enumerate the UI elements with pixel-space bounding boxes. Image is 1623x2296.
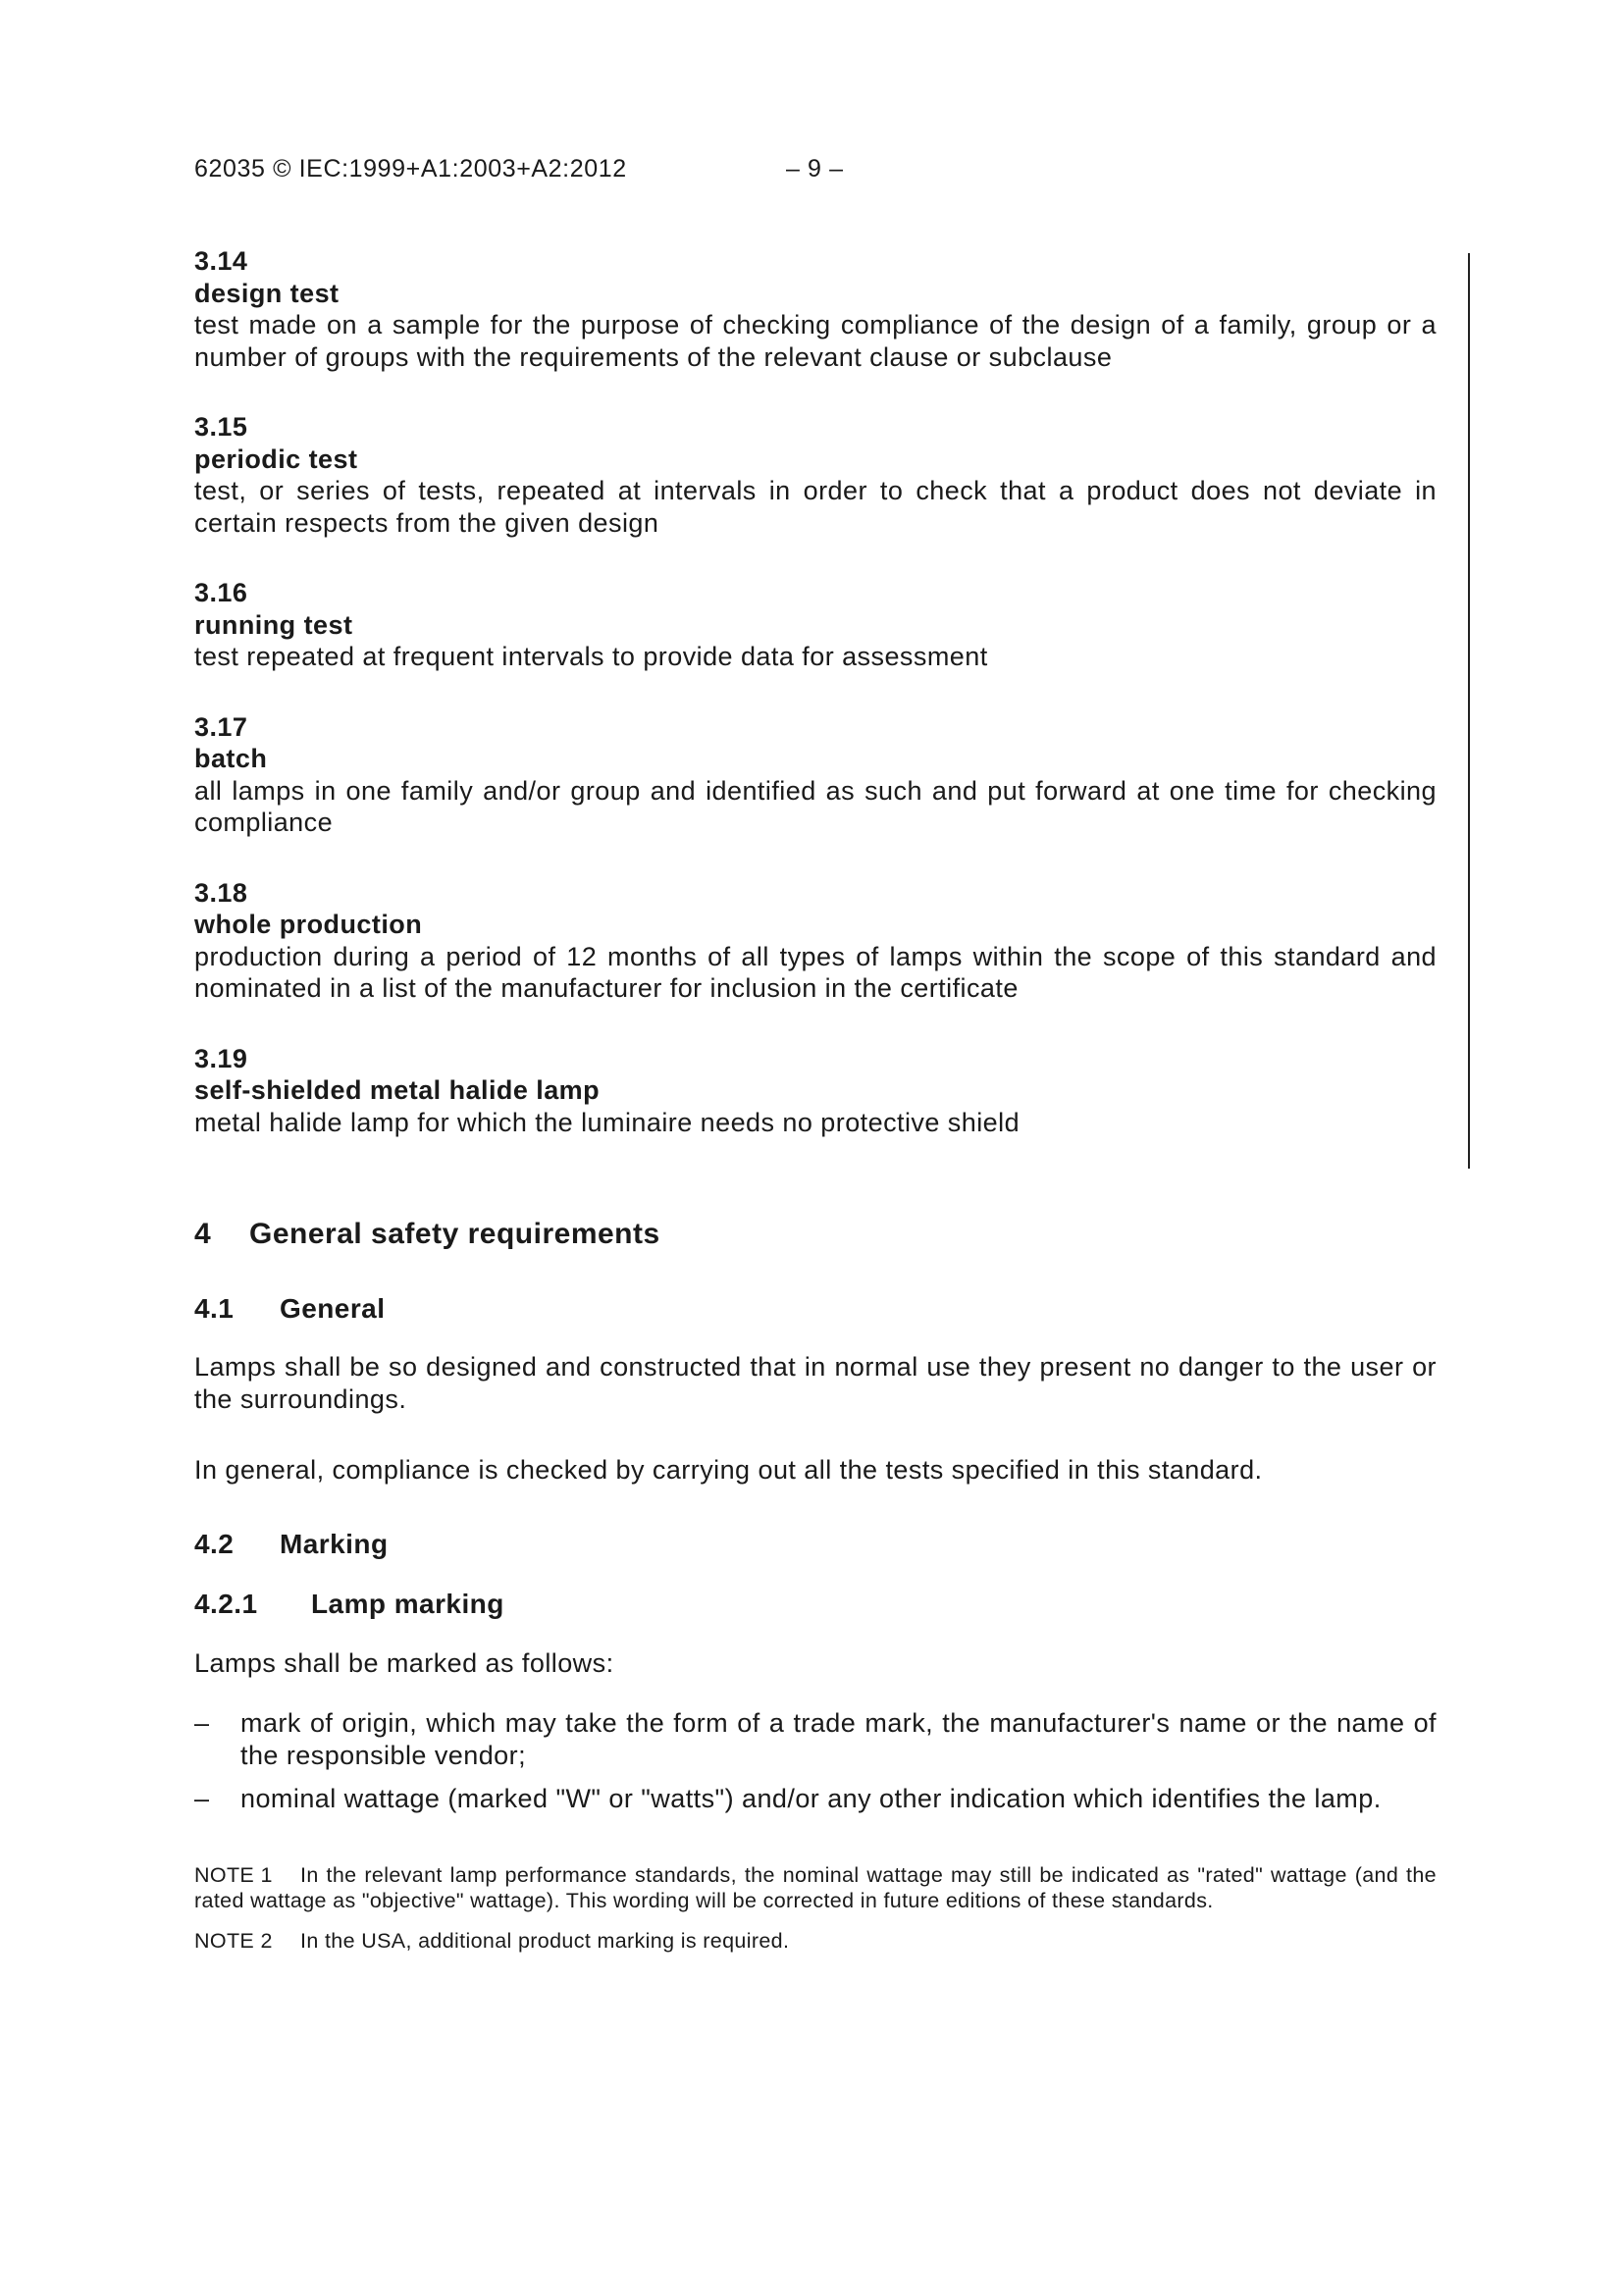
term-number: 3.19 xyxy=(194,1043,248,1073)
page-number: – 9 – xyxy=(786,155,844,183)
term-name: periodic test xyxy=(194,444,358,474)
term-3-18 xyxy=(194,877,1437,1005)
list-item xyxy=(194,1707,1437,1771)
term-definition: test, or series of tests, repeated at intervals in order to check that a product does not deviate in certain respects from the given design xyxy=(194,476,1437,538)
note-text: In the USA, additional product marking is required. xyxy=(300,1929,790,1953)
clause-number: 4 xyxy=(194,1218,212,1250)
clause-title: General safety requirements xyxy=(249,1218,660,1250)
term-3-15 xyxy=(194,411,1437,539)
subclause-title: Lamp marking xyxy=(311,1589,504,1619)
term-name: self-shielded metal halide lamp xyxy=(194,1075,601,1105)
term-3-16 xyxy=(194,577,1437,673)
standard-reference: 62035 © IEC:1999+A1:2003+A2:2012 xyxy=(194,155,627,183)
list-dash: – xyxy=(194,1784,210,1813)
list-item-text: mark of origin, which may take the form of a trade mark, the manufacturer's name or the name of the responsible vendor; xyxy=(240,1708,1437,1770)
term-name: design test xyxy=(194,278,340,308)
definitions-list xyxy=(194,245,1437,1176)
subclause-number: 4.2.1 xyxy=(194,1589,258,1619)
note-2 xyxy=(194,1928,1437,1954)
term-definition: all lamps in one family and/or group and identified as such and put forward at one time for checking compliance xyxy=(194,775,1437,837)
term-definition: metal halide lamp for which the luminaire needs no protective shield xyxy=(194,1107,1021,1137)
term-number: 3.16 xyxy=(194,578,248,607)
note-label: NOTE 2 xyxy=(194,1929,273,1953)
subclause-title: Marking xyxy=(280,1529,389,1559)
subclause-number: 4.1 xyxy=(194,1293,235,1324)
note-label: NOTE 1 xyxy=(194,1863,273,1887)
subclause-4-2-1-heading xyxy=(194,1589,504,1620)
term-name: running test xyxy=(194,609,353,640)
list-item-text: nominal wattage (marked "W" or "watts") and/or any other indication which identifies the lamp. xyxy=(240,1784,1382,1813)
term-number: 3.15 xyxy=(194,412,248,442)
subclause-number: 4.2 xyxy=(194,1529,235,1559)
subclause-4-2-heading xyxy=(194,1529,389,1560)
term-name: whole production xyxy=(194,910,423,939)
subclause-title: General xyxy=(280,1293,386,1324)
term-number: 3.17 xyxy=(194,711,248,742)
note-text: In the relevant lamp performance standards, the nominal wattage may still be indicated as "rated" wattage (and the rated wattage as "objective" wattage). This wording will be corrected in future editions of these standards. xyxy=(194,1863,1437,1912)
term-3-19 xyxy=(194,1043,1437,1139)
term-definition: test repeated at frequent intervals to provide data for assessment xyxy=(194,642,988,671)
paragraph-lamp-design: Lamps shall be so designed and constructed that in normal use they present no danger to the user or the surroundings. xyxy=(194,1352,1437,1414)
list-dash: – xyxy=(194,1708,210,1738)
list-item xyxy=(194,1783,1437,1815)
term-3-17 xyxy=(194,711,1437,839)
term-number: 3.14 xyxy=(194,246,248,276)
term-name: batch xyxy=(194,744,268,773)
revision-change-bar xyxy=(1468,253,1470,1169)
clause-4-heading xyxy=(194,1218,660,1251)
page-header xyxy=(194,155,844,183)
term-definition: test made on a sample for the purpose of checking compliance of the design of a family, group or a number of groups with the requirements of the relevant clause or subclause xyxy=(194,310,1437,372)
paragraph-compliance: In general, compliance is checked by carrying out all the tests specified in this standard. xyxy=(194,1455,1263,1485)
paragraph-marking-intro: Lamps shall be marked as follows: xyxy=(194,1648,614,1678)
term-definition: production during a period of 12 months of all types of lamps within the scope of this standard and nominated in a list of the manufacturer for inclusion in the certificate xyxy=(194,941,1437,1003)
term-number: 3.18 xyxy=(194,877,248,908)
note-1 xyxy=(194,1862,1437,1913)
term-3-14 xyxy=(194,245,1437,373)
subclause-4-1-heading xyxy=(194,1293,385,1325)
